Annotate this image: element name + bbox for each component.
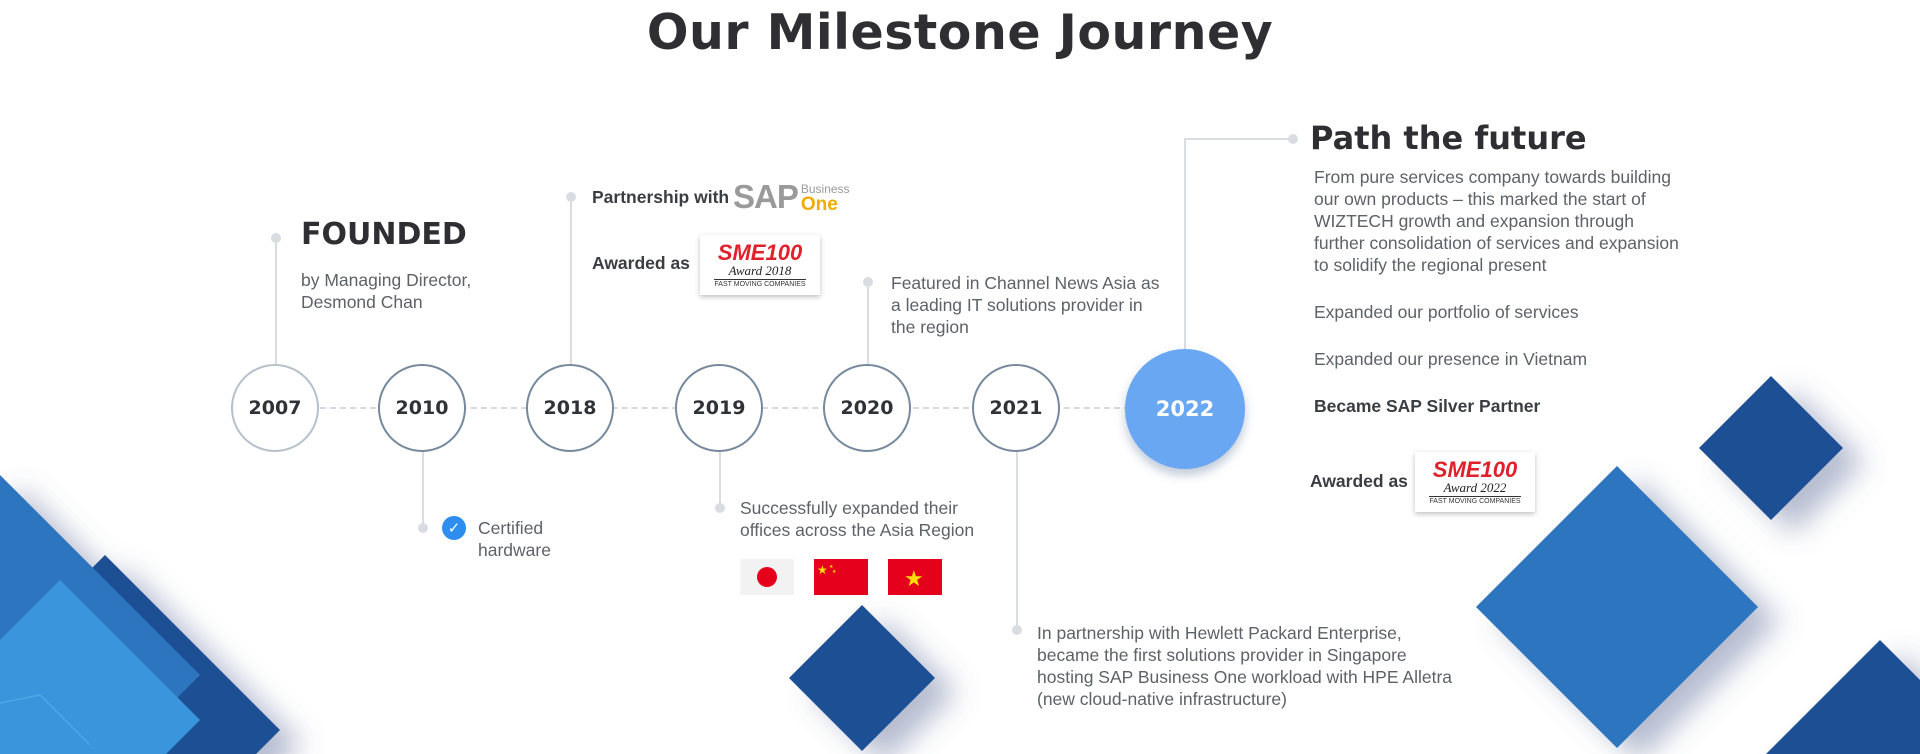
hpe-line: (new cloud-native infrastructure) <box>1037 689 1287 709</box>
hpe-partnership-text <box>1037 622 1452 710</box>
badge-award-text: Award 2018 <box>728 263 792 278</box>
founded-heading: FOUNDED <box>301 217 467 252</box>
diamond-center-bottom <box>789 605 935 751</box>
connector-2018 <box>570 198 572 364</box>
connector-2020 <box>867 286 869 364</box>
connector-dot-2019 <box>715 503 725 513</box>
svg-text:★: ★ <box>832 569 837 575</box>
connector-dot-2007 <box>271 233 281 243</box>
sap-business-text: Business <box>800 182 850 196</box>
year-circle-2007[interactable]: 2007 <box>231 364 319 452</box>
year-circle-2021[interactable]: 2021 <box>972 364 1060 452</box>
expansion-line: offices across the Asia Region <box>740 520 975 540</box>
expansion-line: Successfully expanded their <box>740 498 958 518</box>
vietnam-flag-icon <box>888 559 942 595</box>
connector-dot-2021 <box>1012 625 1022 635</box>
future-intro <box>1314 166 1679 276</box>
partnership-label: Partnership with <box>592 187 730 207</box>
future-portfolio: Expanded our portfolio of services <box>1314 302 1579 322</box>
japan-flag-icon <box>740 559 794 595</box>
badge-sub-text: FAST MOVING COMPANIES <box>714 281 806 288</box>
future-intro-line: WIZTECH growth and expansion through <box>1314 211 1635 231</box>
awarded-label-2018: Awarded as <box>592 253 690 273</box>
future-intro-line: further consolidation of services and expansion <box>1314 233 1679 253</box>
awarded-label-2022: Awarded as <box>1310 471 1408 491</box>
connector-2022-horizontal <box>1184 138 1292 140</box>
connector-dot-2018 <box>566 192 576 202</box>
future-heading: Path the future <box>1310 119 1587 157</box>
connector-2019 <box>719 452 721 507</box>
future-intro-line: to solidify the regional present <box>1314 255 1547 275</box>
founded-line: Desmond Chan <box>301 292 423 312</box>
badge-sub-text: FAST MOVING COMPANIES <box>1429 498 1521 505</box>
future-intro-line: From pure services company towards building <box>1314 167 1671 187</box>
connector-dot-2022 <box>1288 134 1298 144</box>
future-vietnam: Expanded our presence in Vietnam <box>1314 349 1588 369</box>
china-flag-icon <box>814 559 868 595</box>
connector-2021 <box>1016 452 1018 630</box>
expansion-text <box>740 497 974 541</box>
hpe-line: hosting SAP Business One workload with HPE Alletra <box>1037 667 1453 687</box>
diamond-right-corner <box>1750 640 1920 754</box>
cna-feature-text <box>891 272 1159 338</box>
sme100-award-2018-badge <box>700 235 820 295</box>
page-title: Our Milestone Journey <box>646 4 1274 61</box>
hpe-line: became the first solutions provider in Singapore <box>1037 645 1407 665</box>
cna-line: a leading IT solutions provider in <box>891 295 1143 315</box>
connector-2010 <box>422 452 424 527</box>
founded-line: by Managing Director, <box>301 270 472 290</box>
svg-text:★: ★ <box>817 563 828 577</box>
connector-dot-2010 <box>418 523 428 533</box>
check-circle-icon: ✓ <box>442 516 466 540</box>
svg-text:★: ★ <box>829 564 834 570</box>
diamond-right-small <box>1699 376 1843 520</box>
cna-line: Featured in Channel News Asia as <box>891 273 1160 293</box>
cna-line: the region <box>891 317 969 337</box>
sap-one-text: One <box>800 194 838 215</box>
connector-2007 <box>275 238 277 364</box>
year-circle-2010[interactable]: 2010 <box>378 364 466 452</box>
sap-business-one-logo <box>733 178 850 214</box>
sap-logo-text: SAP <box>733 178 798 215</box>
sap-logo-suffix <box>801 183 850 214</box>
certified-text <box>478 517 551 561</box>
future-sap-silver: Became SAP Silver Partner <box>1314 396 1541 416</box>
founded-text <box>301 269 471 313</box>
sme100-award-2022-badge <box>1415 452 1535 512</box>
badge-award-text: Award 2022 <box>1443 480 1507 495</box>
connector-dot-2020 <box>863 277 873 287</box>
future-intro-line: our own products – this marked the start of <box>1314 189 1646 209</box>
badge-sme-text: SME100 <box>1432 457 1518 482</box>
connector-2022-vertical <box>1184 139 1186 349</box>
svg-text:★: ★ <box>904 567 924 592</box>
year-circle-2018[interactable]: 2018 <box>526 364 614 452</box>
year-circle-2020[interactable]: 2020 <box>823 364 911 452</box>
badge-sme-text: SME100 <box>717 240 803 265</box>
hpe-line: In partnership with Hewlett Packard Enterprise, <box>1037 623 1402 643</box>
certified-line: hardware <box>478 540 551 560</box>
certified-line: Certified <box>478 518 544 538</box>
year-circle-2022-active[interactable]: 2022 <box>1125 349 1245 469</box>
year-circle-2019[interactable]: 2019 <box>675 364 763 452</box>
